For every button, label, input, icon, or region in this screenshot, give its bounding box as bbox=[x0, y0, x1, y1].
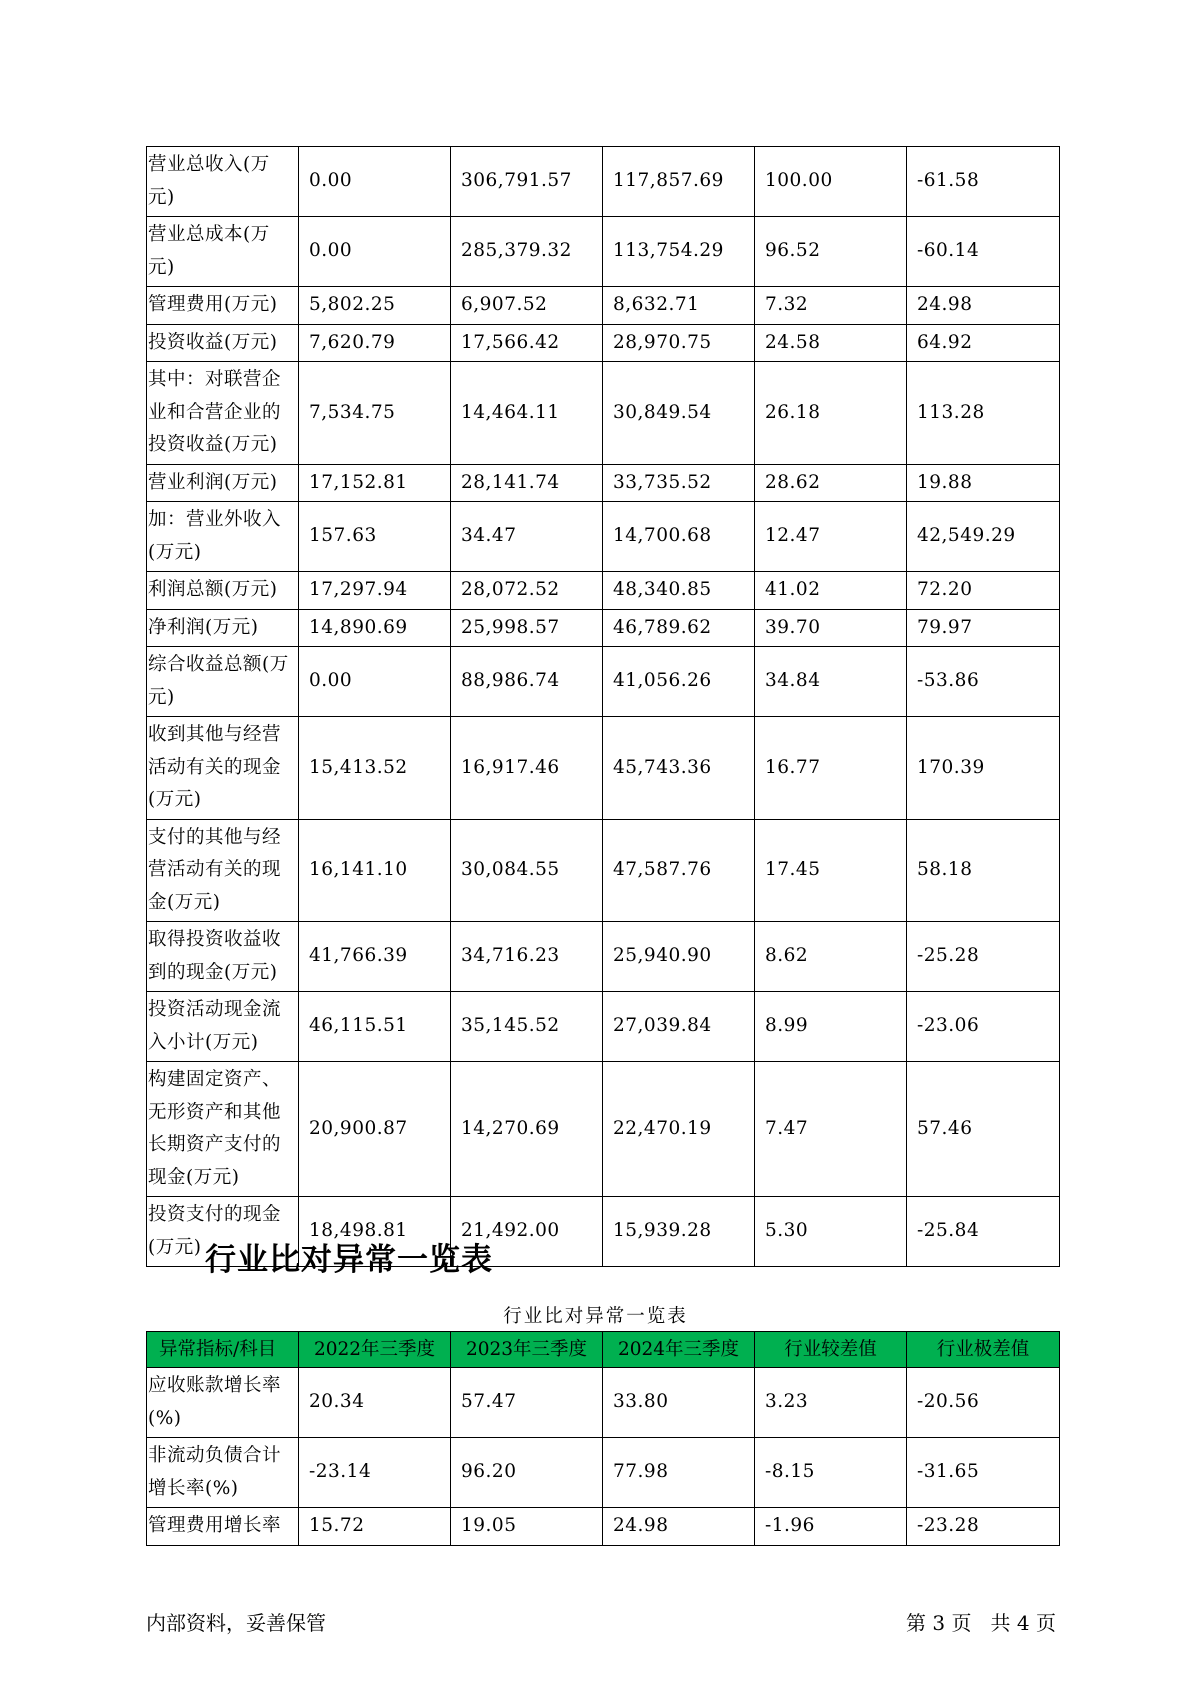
value-cell: 96.52 bbox=[755, 217, 907, 287]
table-row bbox=[147, 502, 1060, 572]
value-cell: 306,791.57 bbox=[451, 147, 603, 217]
value-cell: 7.47 bbox=[755, 1062, 907, 1197]
value-cell: 42,549.29 bbox=[907, 502, 1060, 572]
header-cell: 2022年三季度 bbox=[299, 1332, 451, 1368]
value-cell: 7,534.75 bbox=[299, 362, 451, 465]
value-cell: 21,492.00 bbox=[451, 1197, 603, 1267]
table-row bbox=[147, 1508, 1060, 1546]
value-cell: 17,297.94 bbox=[299, 572, 451, 610]
value-cell: 14,890.69 bbox=[299, 609, 451, 647]
value-cell: 47,587.76 bbox=[603, 819, 755, 922]
value-cell: 3.23 bbox=[755, 1368, 907, 1438]
table-row bbox=[147, 362, 1060, 465]
header-cell: 行业较差值 bbox=[755, 1332, 907, 1368]
row-label-cell: 营业利润(万元) bbox=[147, 464, 299, 502]
value-cell: 17,566.42 bbox=[451, 324, 603, 362]
value-cell: -23.14 bbox=[299, 1438, 451, 1508]
value-cell: 27,039.84 bbox=[603, 992, 755, 1062]
value-cell: 57.47 bbox=[451, 1368, 603, 1438]
value-cell: 14,464.11 bbox=[451, 362, 603, 465]
value-cell: -60.14 bbox=[907, 217, 1060, 287]
value-cell: 285,379.32 bbox=[451, 217, 603, 287]
value-cell: 25,998.57 bbox=[451, 609, 603, 647]
value-cell: 30,084.55 bbox=[451, 819, 603, 922]
table-row bbox=[147, 819, 1060, 922]
value-cell: 79.97 bbox=[907, 609, 1060, 647]
table-row bbox=[147, 217, 1060, 287]
row-label-cell: 管理费用(万元) bbox=[147, 287, 299, 325]
table-row bbox=[147, 717, 1060, 820]
value-cell: 15,939.28 bbox=[603, 1197, 755, 1267]
value-cell: 15.72 bbox=[299, 1508, 451, 1546]
value-cell: 24.98 bbox=[603, 1508, 755, 1546]
header-cell: 异常指标/科目 bbox=[147, 1332, 299, 1368]
value-cell: 0.00 bbox=[299, 217, 451, 287]
value-cell: 16,917.46 bbox=[451, 717, 603, 820]
section-title: 行业比对异常一览表 bbox=[205, 1242, 493, 1278]
value-cell: 15,413.52 bbox=[299, 717, 451, 820]
value-cell: 17,152.81 bbox=[299, 464, 451, 502]
value-cell: 18,498.81 bbox=[299, 1197, 451, 1267]
value-cell: 5.30 bbox=[755, 1197, 907, 1267]
value-cell: 0.00 bbox=[299, 147, 451, 217]
value-cell: 14,270.69 bbox=[451, 1062, 603, 1197]
value-cell: 41,766.39 bbox=[299, 922, 451, 992]
financial-data-table bbox=[146, 146, 1060, 1267]
value-cell: 30,849.54 bbox=[603, 362, 755, 465]
table-row bbox=[147, 464, 1060, 502]
value-cell: 77.98 bbox=[603, 1438, 755, 1508]
value-cell: -20.56 bbox=[907, 1368, 1060, 1438]
value-cell: 34.84 bbox=[755, 647, 907, 717]
value-cell: -53.86 bbox=[907, 647, 1060, 717]
value-cell: 25,940.90 bbox=[603, 922, 755, 992]
row-label-cell: 利润总额(万元) bbox=[147, 572, 299, 610]
row-label-cell: 综合收益总额(万元) bbox=[147, 647, 299, 717]
table-row bbox=[147, 324, 1060, 362]
table-caption: 行业比对异常一览表 bbox=[503, 1306, 688, 1327]
row-label-cell: 投资活动现金流入小计(万元) bbox=[147, 992, 299, 1062]
table-row bbox=[147, 1438, 1060, 1508]
value-cell: 57.46 bbox=[907, 1062, 1060, 1197]
row-label-cell: 管理费用增长率 bbox=[147, 1508, 299, 1546]
footer-page-number: 第 3 页 共 4 页 bbox=[906, 1611, 1056, 1635]
row-label-cell: 取得投资收益收到的现金(万元) bbox=[147, 922, 299, 992]
value-cell: -1.96 bbox=[755, 1508, 907, 1546]
row-label-cell: 构建固定资产、无形资产和其他长期资产支付的现金(万元) bbox=[147, 1062, 299, 1197]
value-cell: 0.00 bbox=[299, 647, 451, 717]
table-row bbox=[147, 1062, 1060, 1197]
value-cell: 33,735.52 bbox=[603, 464, 755, 502]
value-cell: 12.47 bbox=[755, 502, 907, 572]
value-cell: 100.00 bbox=[755, 147, 907, 217]
value-cell: 16.77 bbox=[755, 717, 907, 820]
value-cell: 117,857.69 bbox=[603, 147, 755, 217]
value-cell: 7.32 bbox=[755, 287, 907, 325]
table-row bbox=[147, 922, 1060, 992]
value-cell: 157.63 bbox=[299, 502, 451, 572]
value-cell: 28.62 bbox=[755, 464, 907, 502]
value-cell: 28,970.75 bbox=[603, 324, 755, 362]
value-cell: 48,340.85 bbox=[603, 572, 755, 610]
value-cell: -8.15 bbox=[755, 1438, 907, 1508]
industry-anomaly-table bbox=[146, 1331, 1060, 1546]
row-label-cell: 其中：对联营企业和合营企业的投资收益(万元) bbox=[147, 362, 299, 465]
value-cell: 41,056.26 bbox=[603, 647, 755, 717]
value-cell: 17.45 bbox=[755, 819, 907, 922]
value-cell: 28,141.74 bbox=[451, 464, 603, 502]
table-row bbox=[147, 1368, 1060, 1438]
table-row bbox=[147, 992, 1060, 1062]
header-cell: 行业极差值 bbox=[907, 1332, 1060, 1368]
value-cell: 46,115.51 bbox=[299, 992, 451, 1062]
value-cell: -23.06 bbox=[907, 992, 1060, 1062]
value-cell: -61.58 bbox=[907, 147, 1060, 217]
value-cell: 14,700.68 bbox=[603, 502, 755, 572]
value-cell: 33.80 bbox=[603, 1368, 755, 1438]
row-label-cell: 营业总收入(万元) bbox=[147, 147, 299, 217]
value-cell: 19.05 bbox=[451, 1508, 603, 1546]
row-label-cell: 加：营业外收入(万元) bbox=[147, 502, 299, 572]
value-cell: 5,802.25 bbox=[299, 287, 451, 325]
value-cell: 8.62 bbox=[755, 922, 907, 992]
value-cell: 6,907.52 bbox=[451, 287, 603, 325]
header-cell: 2023年三季度 bbox=[451, 1332, 603, 1368]
value-cell: 20.34 bbox=[299, 1368, 451, 1438]
table-row bbox=[147, 572, 1060, 610]
row-label-cell: 投资支付的现金(万元) bbox=[147, 1197, 299, 1267]
value-cell: 24.98 bbox=[907, 287, 1060, 325]
footer-confidential-note: 内部资料，妥善保管 bbox=[146, 1611, 326, 1635]
value-cell: 46,789.62 bbox=[603, 609, 755, 647]
table-row bbox=[147, 287, 1060, 325]
value-cell: 26.18 bbox=[755, 362, 907, 465]
value-cell: 58.18 bbox=[907, 819, 1060, 922]
value-cell: 45,743.36 bbox=[603, 717, 755, 820]
value-cell: 8,632.71 bbox=[603, 287, 755, 325]
value-cell: 8.99 bbox=[755, 992, 907, 1062]
value-cell: 35,145.52 bbox=[451, 992, 603, 1062]
value-cell: 28,072.52 bbox=[451, 572, 603, 610]
value-cell: 170.39 bbox=[907, 717, 1060, 820]
value-cell: 96.20 bbox=[451, 1438, 603, 1508]
value-cell: 64.92 bbox=[907, 324, 1060, 362]
value-cell: 113.28 bbox=[907, 362, 1060, 465]
value-cell: 113,754.29 bbox=[603, 217, 755, 287]
value-cell: 20,900.87 bbox=[299, 1062, 451, 1197]
value-cell: 41.02 bbox=[755, 572, 907, 610]
value-cell: 22,470.19 bbox=[603, 1062, 755, 1197]
header-cell: 2024年三季度 bbox=[603, 1332, 755, 1368]
table-row bbox=[147, 647, 1060, 717]
table-row bbox=[147, 609, 1060, 647]
value-cell: 88,986.74 bbox=[451, 647, 603, 717]
value-cell: 7,620.79 bbox=[299, 324, 451, 362]
row-label-cell: 收到其他与经营活动有关的现金(万元) bbox=[147, 717, 299, 820]
row-label-cell: 投资收益(万元) bbox=[147, 324, 299, 362]
value-cell: 34,716.23 bbox=[451, 922, 603, 992]
value-cell: 24.58 bbox=[755, 324, 907, 362]
row-label-cell: 非流动负债合计增长率(%) bbox=[147, 1438, 299, 1508]
value-cell: 34.47 bbox=[451, 502, 603, 572]
value-cell: -31.65 bbox=[907, 1438, 1060, 1508]
value-cell: -23.28 bbox=[907, 1508, 1060, 1546]
row-label-cell: 营业总成本(万元) bbox=[147, 217, 299, 287]
value-cell: 39.70 bbox=[755, 609, 907, 647]
value-cell: 72.20 bbox=[907, 572, 1060, 610]
row-label-cell: 支付的其他与经营活动有关的现金(万元) bbox=[147, 819, 299, 922]
row-label-cell: 应收账款增长率(%) bbox=[147, 1368, 299, 1438]
table-header-row bbox=[147, 1332, 1060, 1368]
value-cell: 19.88 bbox=[907, 464, 1060, 502]
value-cell: 16,141.10 bbox=[299, 819, 451, 922]
row-label-cell: 净利润(万元) bbox=[147, 609, 299, 647]
table-row bbox=[147, 147, 1060, 217]
value-cell: -25.84 bbox=[907, 1197, 1060, 1267]
value-cell: -25.28 bbox=[907, 922, 1060, 992]
